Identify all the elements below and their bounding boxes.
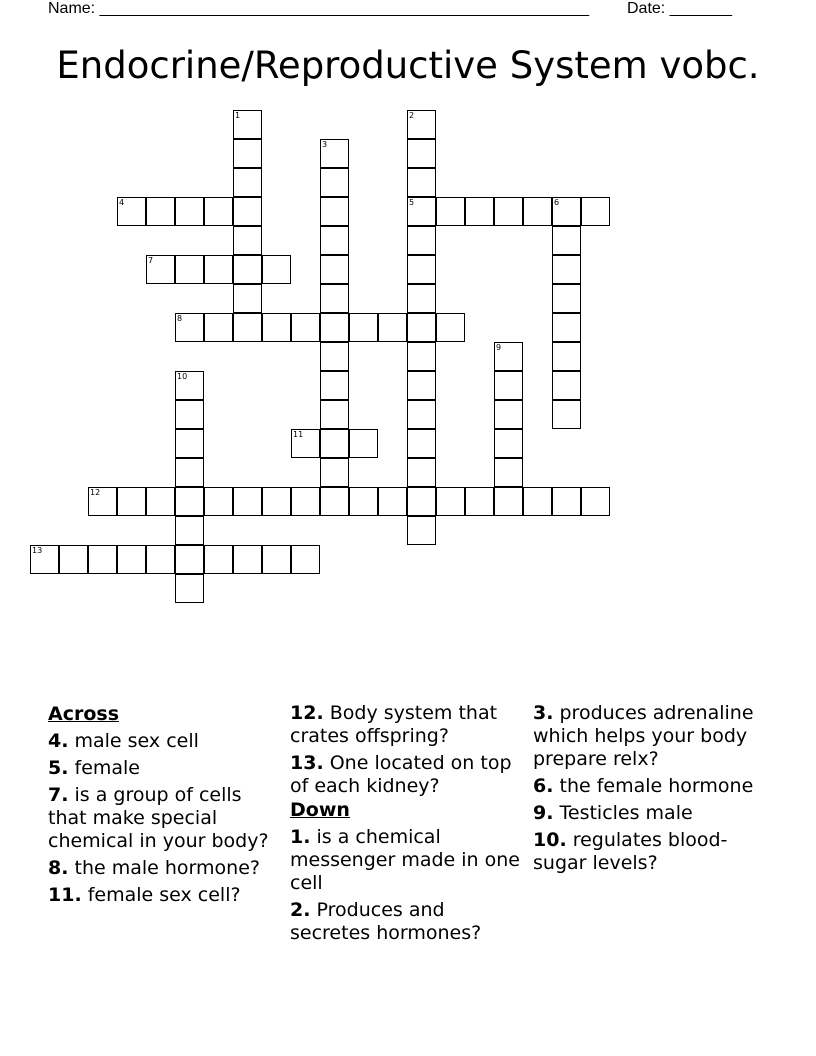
grid-cell[interactable] — [552, 487, 581, 516]
page-title: Endocrine/Reproductive System vobc. — [56, 44, 760, 87]
clue-number: 11. — [48, 884, 82, 906]
clue-number: 10. — [533, 829, 567, 851]
name-field: Name: _______________________________________________________ — [48, 0, 589, 17]
grid-cell[interactable] — [320, 226, 349, 255]
clue-down-3 — [533, 702, 763, 771]
clue-number-label: 7 — [148, 256, 154, 265]
grid-cell[interactable] — [349, 487, 378, 516]
grid-cell[interactable] — [407, 110, 436, 139]
grid-cell[interactable] — [552, 371, 581, 400]
grid-cell[interactable] — [175, 313, 204, 342]
clue-text: female — [74, 757, 140, 779]
clues-column-3 — [533, 702, 763, 875]
grid-cell[interactable] — [436, 313, 465, 342]
grid-cell[interactable] — [407, 255, 436, 284]
grid-cell[interactable] — [552, 313, 581, 342]
grid-cell[interactable] — [465, 197, 494, 226]
clue-number: 5. — [48, 757, 69, 779]
grid-cell[interactable] — [204, 487, 233, 516]
grid-cell[interactable] — [407, 168, 436, 197]
clue-text: Testicles male — [559, 802, 693, 824]
grid-cell[interactable] — [407, 458, 436, 487]
grid-cell[interactable] — [552, 255, 581, 284]
grid-cell[interactable] — [175, 400, 204, 429]
grid-cell[interactable] — [436, 487, 465, 516]
grid-cell[interactable] — [581, 487, 610, 516]
clue-number-label: 9 — [496, 343, 502, 352]
grid-cell[interactable] — [291, 545, 320, 574]
grid-cell[interactable] — [320, 197, 349, 226]
clue-number-label: 6 — [554, 198, 560, 207]
grid-cell[interactable] — [233, 226, 262, 255]
grid-cell[interactable] — [494, 458, 523, 487]
grid-cell[interactable] — [233, 110, 262, 139]
clue-number: 7. — [48, 784, 69, 806]
grid-cell[interactable] — [320, 458, 349, 487]
clue-across-8 — [48, 857, 278, 880]
clue-text: male sex cell — [74, 730, 199, 752]
grid-cell[interactable] — [494, 487, 523, 516]
grid-cell[interactable] — [175, 255, 204, 284]
grid-cell[interactable] — [320, 487, 349, 516]
grid-cell[interactable] — [320, 313, 349, 342]
clue-text: female sex cell? — [87, 884, 241, 906]
grid-cell[interactable] — [233, 168, 262, 197]
grid-cell[interactable] — [552, 342, 581, 371]
clue-across-11 — [48, 884, 278, 907]
clue-number-label: 10 — [177, 372, 188, 381]
clue-text: Produces and secretes hormones? — [290, 899, 482, 944]
clue-number: 3. — [533, 702, 554, 724]
grid-cell[interactable] — [320, 255, 349, 284]
grid-cell[interactable] — [233, 284, 262, 313]
grid-cell[interactable] — [581, 197, 610, 226]
grid-cell[interactable] — [494, 400, 523, 429]
clue-text: the female hormone — [559, 775, 754, 797]
grid-cell[interactable] — [552, 226, 581, 255]
grid-cell[interactable] — [407, 139, 436, 168]
grid-cell[interactable] — [175, 545, 204, 574]
across-heading: Across — [48, 703, 120, 725]
grid-cell[interactable] — [146, 487, 175, 516]
grid-cell[interactable] — [407, 400, 436, 429]
clue-number-label: 11 — [293, 430, 304, 439]
grid-cell[interactable] — [552, 400, 581, 429]
grid-cell[interactable] — [552, 284, 581, 313]
grid-cell[interactable] — [175, 197, 204, 226]
grid-cell[interactable] — [146, 545, 175, 574]
clue-down-10 — [533, 829, 763, 875]
grid-cell[interactable] — [320, 371, 349, 400]
grid-cell[interactable] — [117, 545, 146, 574]
clue-number: 4. — [48, 730, 69, 752]
clue-number-label: 2 — [409, 111, 415, 120]
grid-cell[interactable] — [320, 139, 349, 168]
grid-cell[interactable] — [320, 342, 349, 371]
grid-cell[interactable] — [349, 313, 378, 342]
grid-cell[interactable] — [320, 429, 349, 458]
grid-cell[interactable] — [175, 429, 204, 458]
grid-cell[interactable] — [407, 371, 436, 400]
clue-number: 8. — [48, 857, 69, 879]
grid-cell[interactable] — [407, 197, 436, 226]
grid-cell[interactable] — [407, 226, 436, 255]
grid-cell[interactable] — [146, 255, 175, 284]
grid-cell[interactable] — [175, 487, 204, 516]
clue-number: 1. — [290, 826, 311, 848]
clue-across-12 — [290, 702, 520, 748]
grid-cell[interactable] — [175, 458, 204, 487]
clue-text: is a chemical messenger made in one cell — [290, 826, 520, 894]
clue-number: 6. — [533, 775, 554, 797]
grid-cell[interactable] — [320, 284, 349, 313]
grid-cell[interactable] — [262, 313, 291, 342]
clue-text: produces adrenaline which helps your body prepare relx? — [533, 702, 754, 770]
grid-cell[interactable] — [349, 429, 378, 458]
grid-cell[interactable] — [407, 342, 436, 371]
grid-cell[interactable] — [175, 574, 204, 603]
clue-down-9 — [533, 802, 763, 825]
grid-cell[interactable] — [494, 429, 523, 458]
grid-cell[interactable] — [88, 487, 117, 516]
clue-across-13 — [290, 752, 520, 798]
grid-cell[interactable] — [204, 255, 233, 284]
grid-cell[interactable] — [204, 545, 233, 574]
grid-cell[interactable] — [262, 487, 291, 516]
clue-across-5 — [48, 757, 278, 780]
grid-cell[interactable] — [436, 197, 465, 226]
grid-cell[interactable] — [204, 313, 233, 342]
grid-cell[interactable] — [233, 487, 262, 516]
clue-text: the male hormone? — [74, 857, 260, 879]
grid-cell[interactable] — [117, 487, 146, 516]
grid-cell[interactable] — [117, 197, 146, 226]
grid-cell[interactable] — [465, 487, 494, 516]
clue-number: 9. — [533, 802, 554, 824]
clue-down-1 — [290, 826, 520, 895]
grid-cell[interactable] — [291, 487, 320, 516]
clue-text: Body system that crates offspring? — [290, 702, 498, 747]
grid-cell[interactable] — [30, 545, 59, 574]
down-heading: Down — [290, 799, 350, 821]
clue-number-label: 5 — [409, 198, 415, 207]
grid-cell[interactable] — [523, 197, 552, 226]
clue-number: 2. — [290, 899, 311, 921]
clue-across-7 — [48, 784, 278, 853]
date-field: Date: _______ — [627, 0, 732, 17]
grid-cell[interactable] — [146, 197, 175, 226]
clue-text: is a group of cells that make special chemical in your body? — [48, 784, 269, 852]
grid-cell[interactable] — [233, 139, 262, 168]
clue-number: 12. — [290, 702, 324, 724]
grid-cell[interactable] — [407, 487, 436, 516]
clue-number-label: 12 — [90, 488, 101, 497]
grid-cell[interactable] — [233, 545, 262, 574]
grid-cell[interactable] — [407, 313, 436, 342]
grid-cell[interactable] — [407, 429, 436, 458]
clue-number-label: 3 — [322, 140, 328, 149]
clue-text: One located on top of each kidney? — [290, 752, 512, 797]
grid-cell[interactable] — [407, 284, 436, 313]
clues-column-2 — [290, 702, 520, 945]
grid-cell[interactable] — [494, 342, 523, 371]
grid-cell[interactable] — [494, 197, 523, 226]
clue-number-label: 4 — [119, 198, 125, 207]
grid-cell[interactable] — [233, 313, 262, 342]
clue-text: regulates blood-sugar levels? — [533, 829, 728, 874]
grid-cell[interactable] — [407, 516, 436, 545]
grid-cell[interactable] — [88, 545, 117, 574]
grid-cell[interactable] — [59, 545, 88, 574]
grid-cell[interactable] — [175, 516, 204, 545]
grid-cell[interactable] — [320, 400, 349, 429]
grid-cell[interactable] — [494, 371, 523, 400]
clue-down-2 — [290, 899, 520, 945]
grid-cell[interactable] — [233, 197, 262, 226]
grid-cell[interactable] — [552, 197, 581, 226]
grid-cell[interactable] — [291, 313, 320, 342]
clues-column-1 — [48, 702, 278, 907]
grid-cell[interactable] — [291, 429, 320, 458]
grid-cell[interactable] — [204, 197, 233, 226]
grid-cell[interactable] — [262, 255, 291, 284]
grid-cell[interactable] — [233, 255, 262, 284]
clue-number: 13. — [290, 752, 324, 774]
grid-cell[interactable] — [523, 487, 552, 516]
grid-cell[interactable] — [378, 487, 407, 516]
grid-cell[interactable] — [378, 313, 407, 342]
grid-cell[interactable] — [320, 168, 349, 197]
clue-number-label: 13 — [32, 546, 43, 555]
clue-across-4 — [48, 730, 278, 753]
grid-cell[interactable] — [262, 545, 291, 574]
clue-number-label: 8 — [177, 314, 183, 323]
clue-number-label: 1 — [235, 111, 241, 120]
clue-down-6 — [533, 775, 763, 798]
grid-cell[interactable] — [175, 371, 204, 400]
